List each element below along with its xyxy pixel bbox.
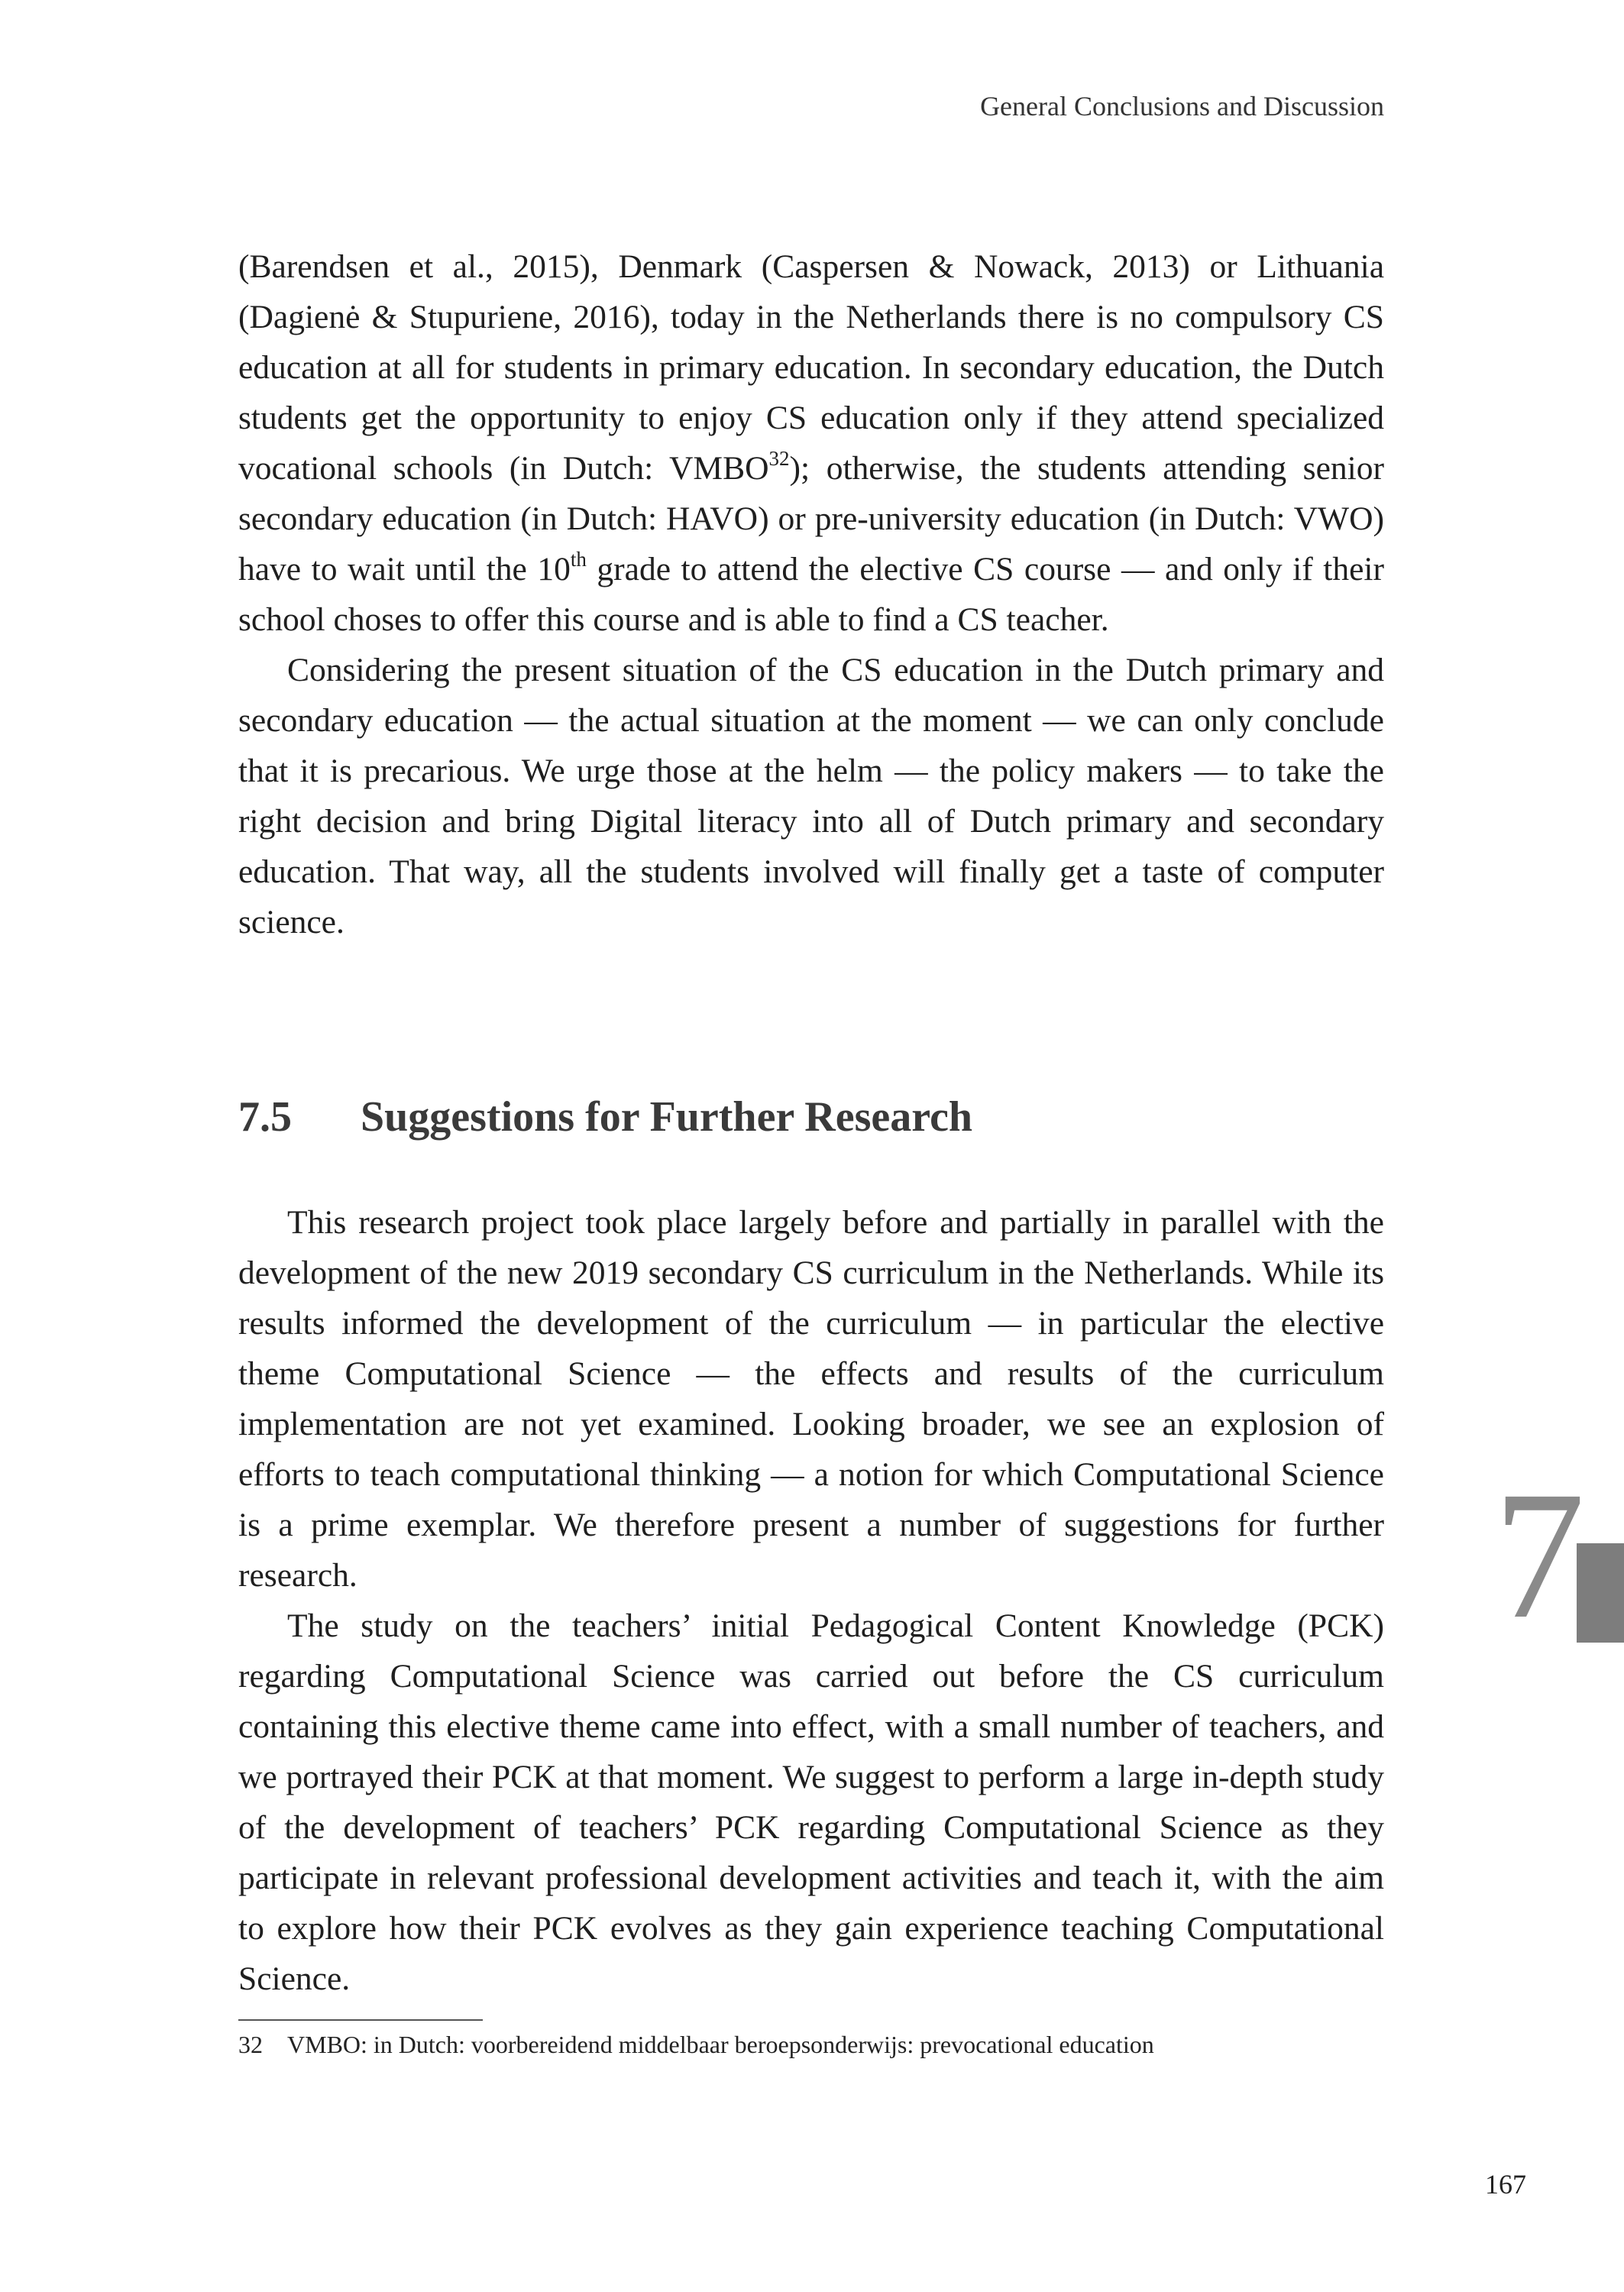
running-header: General Conclusions and Discussion — [980, 91, 1384, 121]
footnote — [238, 2025, 1154, 2064]
paragraph: The study on the teachers’ initial Pedagogical Content Knowledge (PCK) regarding Computational Science was carried out before the CS curriculum containing this elective theme came into effect, with a small number of teachers, and we portrayed their PCK at that moment. We suggest to perform a large in-depth study of the development of teachers’ PCK regarding Computational Science as they participate in relevant professional development activities and teach it, with the aim to explore how their PCK evolves as they gain experience teaching Computational Science. — [238, 1607, 1384, 1997]
footnote-reference[interactable]: 32 — [768, 446, 790, 470]
paragraph: This research project took place largely before and partially in parallel with the development of the new 2019 secondary CS curriculum in the Netherlands. While its results informed the development of the curriculum — in particular the elective theme Computational Science — the effects and results of the curriculum implementation are not yet examined. Looking broader, we see an explosion of efforts to teach computational thinking — a notion for which Computational Science is a prime exemplar. We therefore present a number of suggestions for further research. — [238, 1204, 1384, 1594]
footnote-divider — [238, 2019, 483, 2021]
section-text-block — [238, 1197, 1384, 2004]
section-title: Suggestions for Further Research — [361, 1093, 973, 1141]
section-heading — [238, 1083, 972, 1151]
superscript-ordinal: th — [570, 547, 587, 571]
paragraph-text: grade to attend the elective CS course — and only if their school choses to offer this course and is able to find a CS teacher. — [238, 551, 1384, 638]
paragraph: Considering the present situation of the CS education in the Dutch primary and secondary education — the actual situation at the moment — we can only conclude that it is precarious. We urge those at the helm — the policy makers — to take the right decision and bring Digital literacy into all of Dutch primary and secondary education. That way, all the students involved will finally get a taste of computer science. — [238, 652, 1384, 940]
footnote-text: VMBO: in Dutch: voorbereidend middelbaar beroepsonderwijs: prevocational education — [287, 2031, 1154, 2058]
footnote-number: 32 — [238, 2031, 263, 2058]
section-number: 7.5 — [238, 1093, 292, 1141]
chapter-number: 7 — [1493, 1453, 1585, 1656]
page-number: 167 — [1485, 2169, 1526, 2200]
top-text-block — [238, 241, 1384, 947]
paragraph-continuation — [238, 241, 1384, 645]
paragraph-text: (Barendsen et al., 2015), Denmark (Caspersen & Nowack, 2013) or Lithuania (Dagienė & Stupuriene, 2016), today in the Netherlands there is no compulsory CS education at all for students in primary education. In secondary education, the Dutch students get the opportunity to enjoy CS education only if they attend specialized vocational schools (in Dutch: VMBO — [238, 248, 1384, 487]
paragraph-text: ); otherwise, the students attending senior secondary education (in Dutch: HAVO) or pre-university education (in Dutch: VWO) have to wait until the 10 — [238, 450, 1384, 588]
